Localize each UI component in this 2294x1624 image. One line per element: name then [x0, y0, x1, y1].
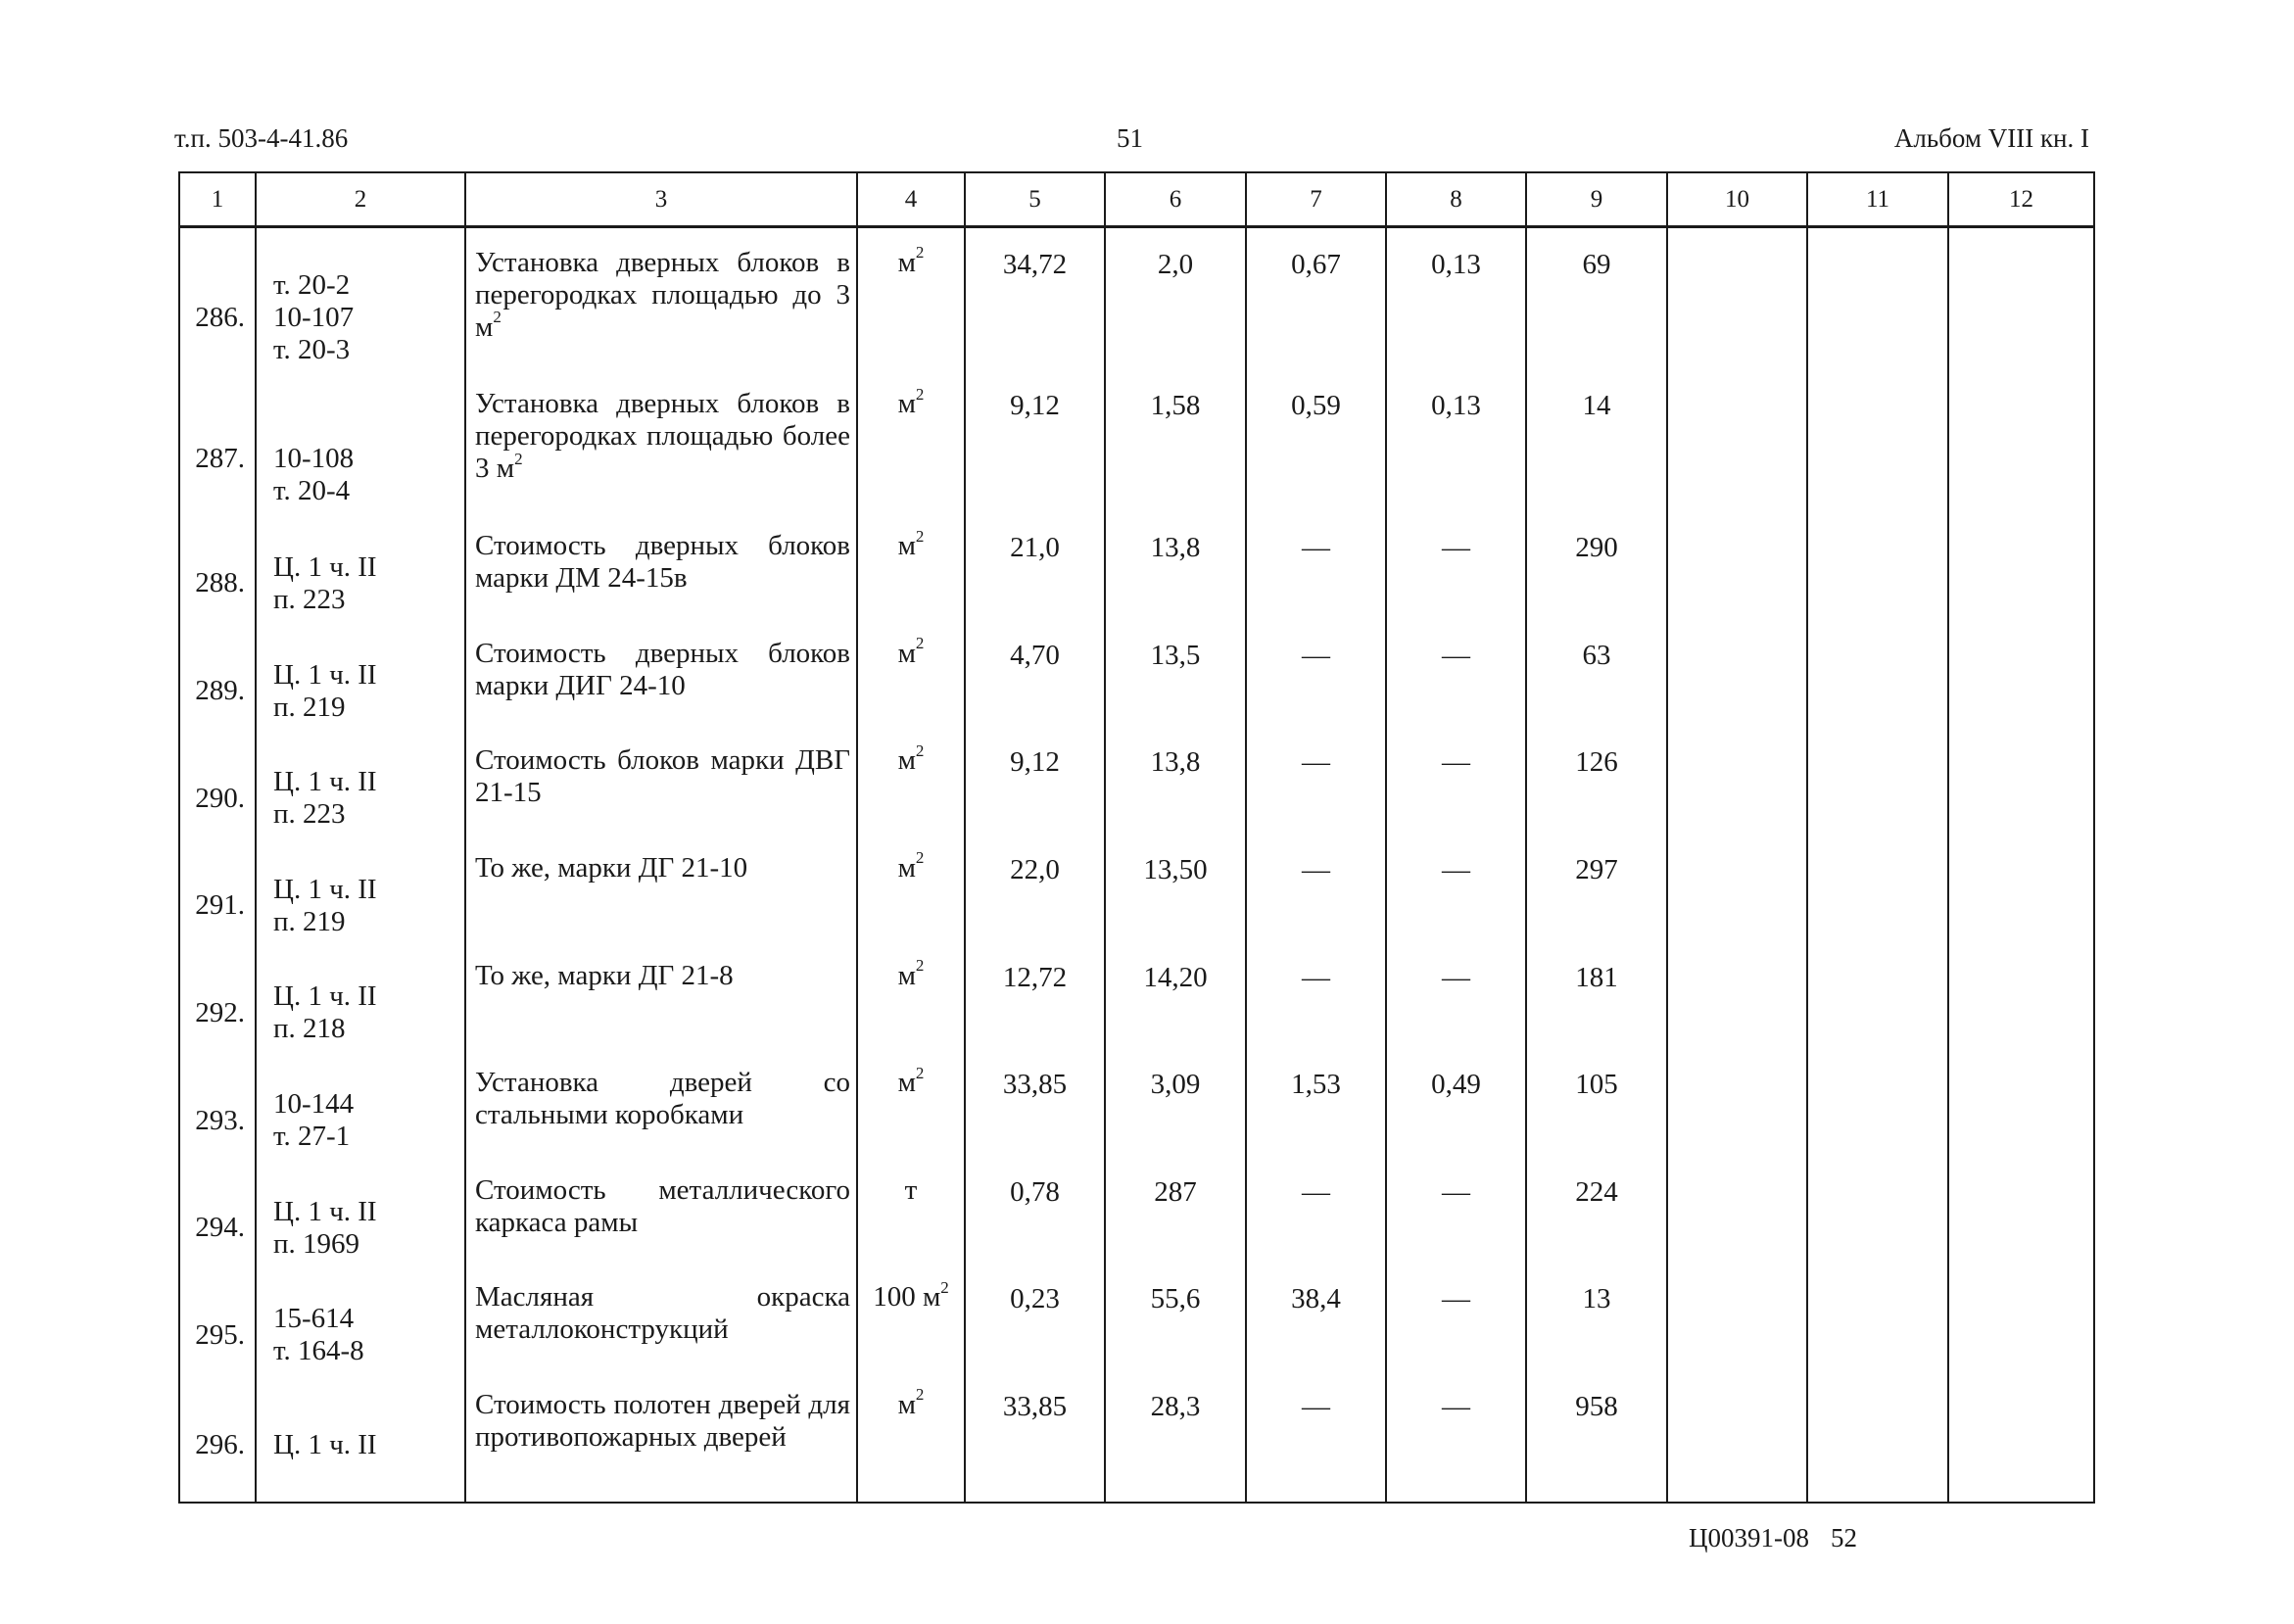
value-col-10 — [1667, 852, 1807, 960]
table-row — [179, 1067, 2094, 1174]
value-col-5: 33,85 — [965, 1389, 1105, 1503]
unit-cell — [857, 955, 965, 1068]
value-col-8: 0,13 — [1386, 388, 1526, 530]
value-col-10 — [1667, 530, 1807, 638]
unit-cell — [857, 1277, 965, 1389]
value-col-8: — — [1386, 852, 1526, 960]
work-description-cell — [465, 1281, 857, 1389]
table-row — [179, 388, 2094, 530]
value-col-12 — [1948, 1067, 2094, 1174]
table-row — [179, 1281, 2094, 1389]
value-col-10 — [1667, 960, 1807, 1068]
value-col-11 — [1807, 388, 1948, 530]
row-number-cell — [179, 1174, 256, 1282]
norm-reference-cell — [256, 852, 465, 960]
norm-reference-cell — [256, 1067, 465, 1174]
value-col-6: 287 — [1105, 1174, 1246, 1282]
row-number: 291. — [195, 889, 245, 922]
norm-reference-line: Ц. 1 ч. II — [273, 1195, 377, 1227]
row-number: 288. — [195, 567, 245, 599]
norm-reference-cell — [256, 247, 465, 389]
value-col-10 — [1667, 1389, 1807, 1503]
value-col-7: 1,53 — [1246, 1067, 1386, 1174]
row-number-cell — [179, 530, 256, 638]
unit: м — [897, 637, 916, 669]
norm-reference-line: т. 27-1 — [273, 1121, 351, 1153]
value-col-12 — [1948, 852, 2094, 960]
value-col-5: 21,0 — [965, 530, 1105, 638]
value-col-6: 13,50 — [1105, 852, 1246, 960]
norm-reference-cell — [256, 960, 465, 1068]
work-description-cell — [465, 1174, 857, 1282]
value-col-11 — [1807, 1281, 1948, 1389]
value-col-12 — [1948, 530, 2094, 638]
value-col-10 — [1667, 1281, 1807, 1389]
work-description-cell — [465, 852, 857, 960]
value-col-10 — [1667, 1174, 1807, 1282]
value-col-7: — — [1246, 1174, 1386, 1282]
unit: м — [897, 959, 916, 991]
value-col-11 — [1807, 1067, 1948, 1174]
work-description: Стоимость дверных блоков марки ДМ 24-15в — [475, 530, 850, 595]
norm-reference-line: п. 218 — [273, 1013, 346, 1045]
row-number: 294. — [195, 1212, 245, 1244]
unit-cell — [857, 848, 965, 960]
work-description: Стоимость металлического каркаса рамы — [475, 1173, 850, 1238]
work-description: То же, марки ДГ 21-8 — [475, 959, 734, 991]
column-header-3: 3 — [465, 172, 857, 227]
value-col-7: — — [1246, 852, 1386, 960]
column-header-12: 12 — [1948, 172, 2094, 227]
norm-reference-line: 15-614 — [273, 1303, 355, 1335]
value-col-9: 14 — [1526, 388, 1667, 530]
value-col-6: 13,5 — [1105, 638, 1246, 745]
value-col-10 — [1667, 638, 1807, 745]
work-description-cell — [465, 960, 857, 1068]
value-col-8: — — [1386, 1174, 1526, 1282]
row-number-cell — [179, 852, 256, 960]
unit: м — [897, 246, 916, 278]
value-col-12 — [1948, 1389, 2094, 1503]
norm-reference-cell — [256, 1389, 465, 1503]
unit-cell — [857, 740, 965, 852]
norm-reference-line: Ц. 1 ч. II — [273, 873, 377, 905]
unit-superscript: 2 — [915, 848, 925, 868]
unit-superscript: 2 — [915, 955, 925, 975]
table-row — [179, 247, 2094, 389]
value-col-12 — [1948, 638, 2094, 745]
column-header-10: 10 — [1667, 172, 1807, 227]
footer-code: Ц00391-08 — [1689, 1523, 1809, 1552]
value-col-11 — [1807, 1174, 1948, 1282]
norm-reference-line: Ц. 1 ч. II — [273, 658, 377, 691]
norm-reference-line: 10-107 — [273, 301, 355, 333]
norm-reference-cell — [256, 388, 465, 530]
row-number: 290. — [195, 782, 245, 814]
unit-superscript: 2 — [915, 384, 925, 404]
unit-superscript: 2 — [915, 1385, 925, 1405]
norm-reference-line: т. 20-2 — [273, 268, 351, 301]
work-description: Установка дверей со стальными коробками — [475, 1067, 850, 1131]
norm-reference-cell — [256, 1281, 465, 1389]
table-row — [179, 638, 2094, 745]
work-description-cell — [465, 1067, 857, 1174]
unit-cell — [857, 1174, 965, 1282]
value-col-7: 38,4 — [1246, 1281, 1386, 1389]
unit: 100 м — [873, 1281, 941, 1314]
value-col-7: — — [1246, 744, 1386, 852]
value-col-12 — [1948, 1174, 2094, 1282]
value-col-11 — [1807, 638, 1948, 745]
column-header-6: 6 — [1105, 172, 1246, 227]
unit-cell — [857, 634, 965, 745]
work-description: Установка дверных блоков в перегородках площадью более 3 м — [475, 388, 850, 485]
unit: м — [897, 1067, 916, 1099]
table-row — [179, 744, 2094, 852]
table-row — [179, 1174, 2094, 1282]
norm-reference-line — [273, 410, 464, 443]
doc-code: т.п. 503-4-41.86 — [174, 123, 349, 153]
value-col-9: 13 — [1526, 1281, 1667, 1389]
work-description-cell — [465, 388, 857, 530]
norm-reference-line: п. 223 — [273, 583, 346, 615]
row-number-cell — [179, 1389, 256, 1503]
unit-superscript: 2 — [940, 1277, 949, 1297]
unit-cell — [857, 1385, 965, 1503]
value-col-9: 290 — [1526, 530, 1667, 638]
value-col-8: — — [1386, 1389, 1526, 1503]
norm-reference-line: Ц. 1 ч. II — [273, 980, 377, 1013]
description-superscript: 2 — [514, 449, 523, 468]
row-number: 289. — [195, 675, 245, 707]
value-col-8: — — [1386, 744, 1526, 852]
value-col-9: 126 — [1526, 744, 1667, 852]
unit-superscript: 2 — [915, 740, 925, 760]
value-col-7: — — [1246, 1389, 1386, 1503]
row-number-cell — [179, 388, 256, 530]
row-number: 286. — [195, 301, 245, 333]
work-description: Стоимость дверных блоков марки ДИГ 24-10 — [475, 637, 850, 701]
table-row — [179, 960, 2094, 1068]
value-col-12 — [1948, 1281, 2094, 1389]
unit: м — [897, 388, 916, 420]
value-col-7: — — [1246, 530, 1386, 638]
unit-cell — [857, 1063, 965, 1174]
column-header-row — [179, 172, 2094, 227]
column-header-4: 4 — [857, 172, 965, 227]
column-header-11: 11 — [1807, 172, 1948, 227]
norm-reference-line: 10-144 — [273, 1088, 355, 1121]
norm-reference-line: т. 164-8 — [273, 1335, 364, 1367]
norm-reference-cell — [256, 638, 465, 745]
value-col-6: 13,8 — [1105, 530, 1246, 638]
value-col-5: 33,85 — [965, 1067, 1105, 1174]
value-col-9: 181 — [1526, 960, 1667, 1068]
value-col-9: 105 — [1526, 1067, 1667, 1174]
row-number-cell — [179, 638, 256, 745]
value-col-12 — [1948, 960, 2094, 1068]
value-col-6: 13,8 — [1105, 744, 1246, 852]
work-description: Масляная окраска металлоконструкций — [475, 1281, 850, 1346]
value-col-8: 0,49 — [1386, 1067, 1526, 1174]
work-description: То же, марки ДГ 21-10 — [475, 852, 748, 884]
value-col-7: — — [1246, 960, 1386, 1068]
work-description: Стоимость полотен дверей для противопожарных дверей — [475, 1389, 850, 1454]
value-col-10 — [1667, 744, 1807, 852]
column-header-1: 1 — [179, 172, 256, 227]
row-number-cell — [179, 744, 256, 852]
norm-reference-line: Ц. 1 ч. II — [273, 1429, 377, 1461]
norm-reference-line: п. 219 — [273, 905, 346, 937]
value-col-6: 28,3 — [1105, 1389, 1246, 1503]
value-col-11 — [1807, 744, 1948, 852]
description-superscript: 2 — [493, 308, 502, 326]
footer — [1689, 1523, 1857, 1553]
column-header-7: 7 — [1246, 172, 1386, 227]
value-col-7: 0,67 — [1246, 247, 1386, 389]
column-header-8: 8 — [1386, 172, 1526, 227]
value-col-7: 0,59 — [1246, 388, 1386, 530]
work-description-cell — [465, 638, 857, 745]
value-col-9: 224 — [1526, 1174, 1667, 1282]
norm-reference-cell — [256, 744, 465, 852]
unit-cell — [857, 526, 965, 638]
row-number-cell — [179, 1281, 256, 1389]
value-col-5: 0,23 — [965, 1281, 1105, 1389]
album-label: Альбом VIII кн. I — [1893, 123, 2089, 153]
unit: м — [897, 1389, 916, 1421]
value-col-10 — [1667, 388, 1807, 530]
norm-reference-line: п. 219 — [273, 691, 346, 723]
column-header-2: 2 — [256, 172, 465, 227]
table-body — [179, 227, 2094, 1504]
value-col-10 — [1667, 247, 1807, 389]
norm-reference-line: т. 20-3 — [273, 333, 351, 365]
value-col-5: 9,12 — [965, 388, 1105, 530]
value-col-12 — [1948, 247, 2094, 389]
unit-superscript: 2 — [915, 243, 925, 262]
value-col-6: 3,09 — [1105, 1067, 1246, 1174]
value-col-5: 12,72 — [965, 960, 1105, 1068]
row-number: 293. — [195, 1104, 245, 1136]
value-col-10 — [1667, 1067, 1807, 1174]
value-col-5: 4,70 — [965, 638, 1105, 745]
unit-cell — [857, 243, 965, 389]
value-col-9: 958 — [1526, 1389, 1667, 1503]
unit-superscript: 2 — [915, 634, 925, 653]
work-description: Стоимость блоков марки ДВГ 21-15 — [475, 744, 850, 809]
norm-reference-line: п. 1969 — [273, 1227, 360, 1260]
unit: м — [897, 744, 916, 777]
row-number: 292. — [195, 996, 245, 1028]
row-number: 296. — [195, 1429, 245, 1461]
unit-superscript: 2 — [915, 1063, 925, 1082]
work-description-cell — [465, 744, 857, 852]
row-number-cell — [179, 1067, 256, 1174]
norm-reference-line: Ц. 1 ч. II — [273, 550, 377, 583]
unit-superscript: 2 — [915, 526, 925, 546]
value-col-8: — — [1386, 1281, 1526, 1389]
value-col-5: 9,12 — [965, 744, 1105, 852]
row-number-cell — [179, 247, 256, 389]
table-row — [179, 1389, 2094, 1503]
value-col-6: 1,58 — [1105, 388, 1246, 530]
value-col-6: 2,0 — [1105, 247, 1246, 389]
value-col-5: 34,72 — [965, 247, 1105, 389]
column-header-5: 5 — [965, 172, 1105, 227]
norm-reference-cell — [256, 530, 465, 638]
value-col-8: — — [1386, 960, 1526, 1068]
table-row — [179, 852, 2094, 960]
table-row — [179, 530, 2094, 638]
value-col-12 — [1948, 744, 2094, 852]
footer-page: 52 — [1831, 1523, 1857, 1552]
value-col-7: — — [1246, 638, 1386, 745]
value-col-8: — — [1386, 638, 1526, 745]
value-col-9: 63 — [1526, 638, 1667, 745]
unit: м — [897, 852, 916, 884]
row-number: 287. — [195, 443, 245, 475]
value-col-5: 0,78 — [965, 1174, 1105, 1282]
value-col-11 — [1807, 852, 1948, 960]
value-col-8: — — [1386, 530, 1526, 638]
estimate-table — [178, 171, 2093, 1504]
work-description-cell — [465, 1389, 857, 1503]
norm-reference-cell — [256, 1174, 465, 1282]
unit: т — [904, 1173, 918, 1206]
value-col-6: 55,6 — [1105, 1281, 1246, 1389]
row-number-cell — [179, 960, 256, 1068]
norm-reference-line: Ц. 1 ч. II — [273, 766, 377, 798]
unit: м — [897, 530, 916, 562]
page-number: 51 — [1117, 123, 1143, 153]
column-header-9: 9 — [1526, 172, 1667, 227]
work-description-cell — [465, 247, 857, 389]
value-col-5: 22,0 — [965, 852, 1105, 960]
value-col-6: 14,20 — [1105, 960, 1246, 1068]
norm-reference-line: п. 223 — [273, 798, 346, 831]
value-col-11 — [1807, 247, 1948, 389]
row-number: 295. — [195, 1318, 245, 1351]
value-col-12 — [1948, 388, 2094, 530]
value-col-11 — [1807, 530, 1948, 638]
unit-cell — [857, 384, 965, 530]
value-col-11 — [1807, 960, 1948, 1068]
work-description-cell — [465, 530, 857, 638]
value-col-9: 297 — [1526, 852, 1667, 960]
value-col-9: 69 — [1526, 247, 1667, 389]
norm-reference-line: т. 20-4 — [273, 475, 351, 507]
value-col-11 — [1807, 1389, 1948, 1503]
work-description: Установка дверных блоков в перегородках площадью до 3 м — [475, 246, 850, 343]
value-col-8: 0,13 — [1386, 247, 1526, 389]
norm-reference-line: 10-108 — [273, 443, 355, 475]
